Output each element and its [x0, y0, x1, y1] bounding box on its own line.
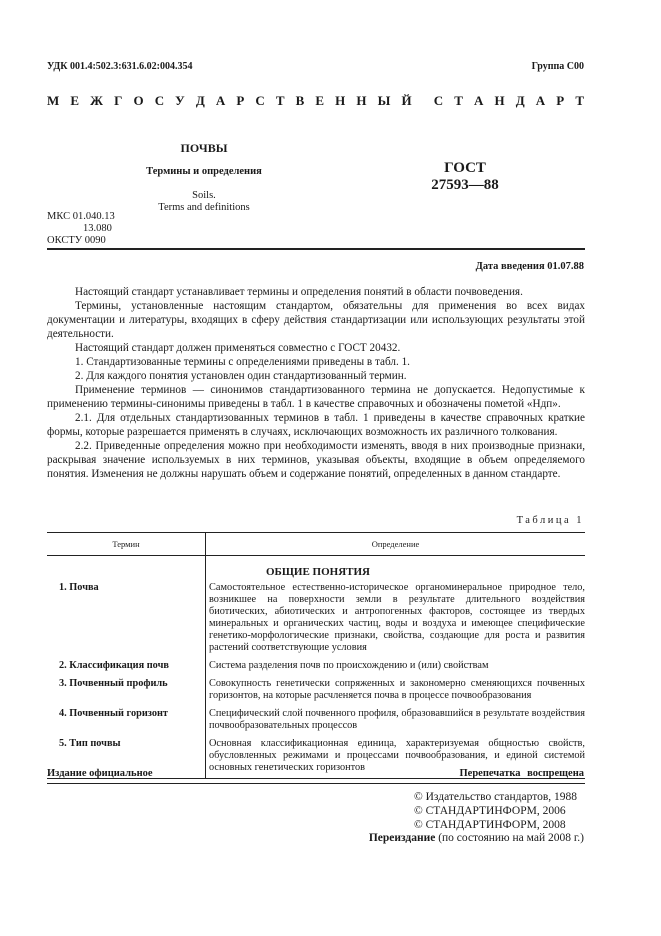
- letter: Е: [70, 93, 80, 108]
- reissue-text: (по состоянию на май 2008 г.): [435, 832, 584, 844]
- paragraph: 1. Стандартизованные термины с определениями приведены в табл. 1.: [75, 356, 410, 368]
- udk-code: УДК 001.4:502.3:631.6.02:004.354: [47, 61, 193, 72]
- letter: В: [295, 93, 305, 108]
- footer-divider: [47, 783, 585, 784]
- letter: Н: [356, 93, 367, 108]
- copyright-block: [414, 790, 584, 832]
- copyright-line: © СТАНДАРТИНФОРМ, 2008: [414, 819, 566, 831]
- definition-cell: Самостоятельное естественно-историческое органоминеральное природное тело, возникшее на поверхности земли в результате длительного воздействия биотических, абиотических и антропогенных факторов, состоящее из твердых минеральных и органических частиц, воды и воздуха и имеющее специфические генетико-морфологические признаки, свойства, создающие для роста и развития растений соответствующие условия: [209, 582, 585, 653]
- paragraph: Термины, установленные настоящим стандартом, обязательны для применения во всех видах документации и литературы, входящих в сферу действия стандартизации или использующих результаты этой деятельности.: [47, 300, 585, 340]
- gost-label: ГОСТ: [444, 160, 486, 176]
- definition-cell: Совокупность генетически сопряженных и закономерно сменяющихся почвенных горизонтов, на которые расчленяется почва в процессе почвообразования: [209, 678, 585, 701]
- reissue-label: Переиздание: [368, 832, 436, 844]
- section-row: [47, 556, 585, 583]
- paragraph: Настоящий стандарт устанавливает термины и определения понятий в области почвоведения.: [75, 286, 523, 298]
- letter: Ж: [90, 93, 103, 108]
- doc-title-en: Soils.: [192, 190, 216, 201]
- letter: Н: [335, 93, 346, 108]
- table-header-row: [47, 533, 585, 556]
- paragraph: 2. Для каждого понятия установлен один стандартизованный термин.: [75, 370, 407, 382]
- doc-subtitle-en: Terms and definitions: [158, 202, 250, 213]
- letter: М: [47, 93, 60, 108]
- section-title: ОБЩИЕ ПОНЯТИЯ: [266, 566, 371, 578]
- definition-cell: Специфический слой почвенного профиля, образовавшийся в результате воздействия почвообразовательных процессов: [209, 708, 585, 731]
- title-divider: [47, 248, 585, 250]
- letter: А: [215, 93, 226, 108]
- letter: Т: [575, 93, 584, 108]
- column-header-term: Термин: [47, 533, 206, 556]
- section-spacer: [47, 556, 206, 583]
- letter: Н: [494, 93, 505, 108]
- mks-code-2: 13.080: [83, 223, 112, 234]
- letter: О: [133, 93, 144, 108]
- copyright-line: © Издательство стандартов, 1988: [414, 791, 578, 803]
- term-cell: 2. Классификация почв: [47, 660, 206, 678]
- paragraph: 2.1. Для отдельных стандартизованных терминов в табл. 1 приведены в качестве справочных краткие формы, которые разрешается применять в случаях, исключающих возможность их различного толкования.: [47, 412, 585, 438]
- gost-number: 27593—88: [431, 177, 499, 193]
- standard-type-heading: [47, 93, 584, 109]
- letter: Р: [556, 93, 565, 108]
- table-row: [47, 660, 585, 678]
- letter: Р: [236, 93, 245, 108]
- letter: А: [474, 93, 484, 108]
- term-cell: 4. Почвенный горизонт: [47, 708, 206, 738]
- paragraph: 2.2. Приведенные определения можно при необходимости изменять, вводя в них производные признаки, раскрывая значение используемых в них терминов, указывая объекты, входящие в объем определяемого понятия. Изменения не должны нарушать объем и содержание понятий, определенных в данном стандарте.: [47, 440, 585, 480]
- letter: Ы: [377, 93, 391, 108]
- letter: Д: [195, 93, 205, 108]
- terms-table: [47, 532, 585, 779]
- letter: У: [175, 93, 185, 108]
- copyright-line: © СТАНДАРТИНФОРМ, 2006: [414, 805, 566, 817]
- column-header-definition: Определение: [206, 533, 586, 556]
- letter: Т: [454, 93, 463, 108]
- term-cell: 1. Почва: [47, 582, 206, 660]
- term-cell: 5. Тип почвы: [47, 738, 206, 779]
- group-code: Группа С00: [531, 61, 584, 72]
- okstu-code: ОКСТУ 0090: [47, 235, 106, 246]
- letter: Д: [515, 93, 525, 108]
- official-edition: Издание официальное: [47, 768, 153, 779]
- table-row: [47, 708, 585, 738]
- definition-cell: Основная классификационная единица, характеризуемая общностью свойств, обусловленных режимами и процессами почвообразования, и единой системой основных генетических горизонтов: [206, 738, 586, 779]
- letter: Г: [114, 93, 123, 108]
- paragraph: Применение терминов — синонимов стандартизованного термина не допускается. Недопустимые к применению термины-синонимы приведены в табл. 1 в качестве справочных и обозначены пометой «Ндп».: [47, 384, 585, 410]
- body-text: [47, 285, 585, 481]
- letter: С: [433, 93, 444, 108]
- letter: С: [154, 93, 165, 108]
- table-label: Таблица 1: [516, 515, 584, 526]
- letter: Й: [401, 93, 412, 108]
- letter: Т: [275, 93, 285, 108]
- table-row: [47, 678, 585, 708]
- mks-code: МКС 01.040.13: [47, 211, 115, 222]
- paragraph: Настоящий стандарт должен применяться совместно с ГОСТ 20432.: [75, 342, 401, 354]
- definition-cell: Система разделения почв по происхождению и (или) свойствам: [209, 660, 489, 671]
- doc-title: ПОЧВЫ: [180, 141, 228, 155]
- reprint-notice: Перепечатка воспрещена: [459, 768, 584, 779]
- letter: Е: [315, 93, 325, 108]
- intro-date: Дата введения 01.07.88: [475, 261, 584, 272]
- table-row: [47, 582, 585, 660]
- reissue-note: [369, 832, 584, 844]
- term-cell: 3. Почвенный профиль: [47, 678, 206, 708]
- letter: А: [535, 93, 546, 108]
- doc-subtitle: Термины и определения: [146, 166, 262, 177]
- letter: С: [255, 93, 265, 108]
